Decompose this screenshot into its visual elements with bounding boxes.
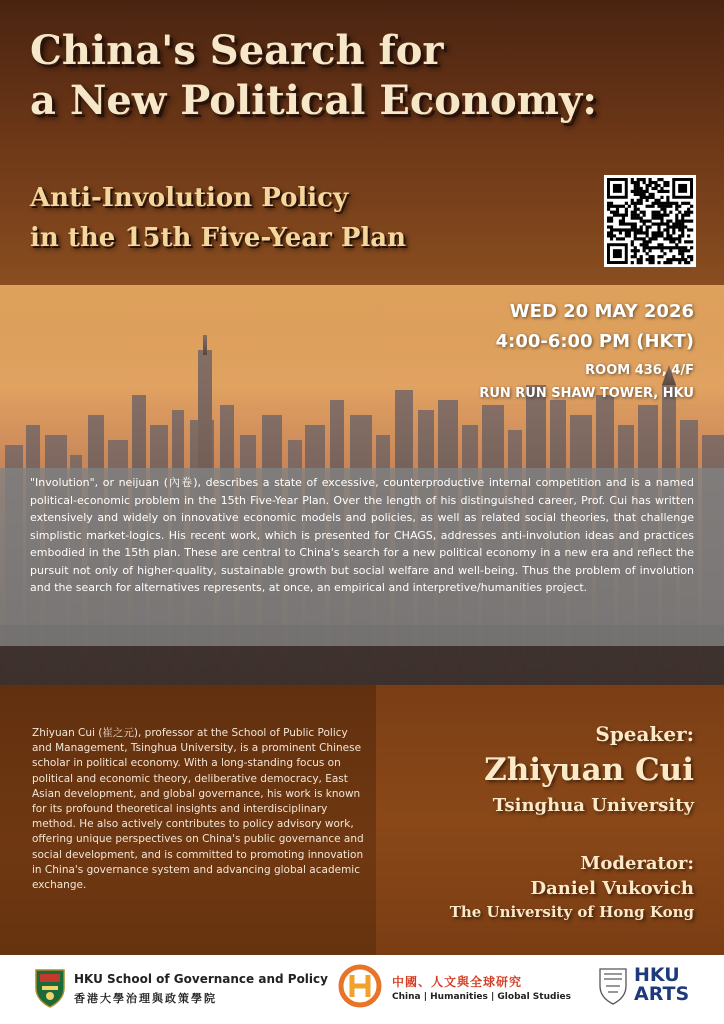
qr-code[interactable] <box>604 175 696 267</box>
chags-name-en: China | Humanities | Global Studies <box>392 992 571 1002</box>
event-venue: RUN RUN SHAW TOWER, HKU <box>479 386 694 401</box>
title-line-1: China's Search for <box>30 27 444 74</box>
chags-name-zh: 中國、人文與全球研究 <box>392 975 523 989</box>
speaker-label: Speaker: <box>595 722 694 746</box>
poster-subtitle <box>30 178 570 258</box>
hku-school-name-zh: 香港大學治理與政策學院 <box>74 992 217 1005</box>
speaker-info <box>394 720 694 820</box>
speaker-name: Zhiyuan Cui <box>484 752 694 788</box>
title-line-2: a New Political Economy: <box>30 77 597 124</box>
hku-crest-icon <box>34 968 66 1008</box>
qr-code-pattern <box>604 175 696 267</box>
event-time: 4:00-6:00 PM (HKT) <box>495 331 694 352</box>
speaker-bio: Zhiyuan Cui (崔之元), professor at the School of Public Policy and Management, Tsinghua University, is a prominent Chinese scholar in political economy. With a long-standing focus on political and economic theory, deliberative democracy, East Asian development, and global governance, his work is known for its profound theoretical insights and interdisciplinary method. He also actively contributes to policy advisory work, offering unique perspectives on China's public governance and social development, and is committed to promoting innovation in China's governance system and advancing global academic exchange. <box>32 727 364 892</box>
moderator-label: Moderator: <box>580 853 694 874</box>
hku-school-name-en: HKU School of Governance and Policy <box>74 972 328 986</box>
speaker-affiliation: Tsinghua University <box>492 795 694 816</box>
moderator-name: Daniel Vukovich <box>530 878 694 899</box>
subtitle-line-2: in the 15th Five-Year Plan <box>30 223 407 253</box>
event-room: ROOM 436, 4/F <box>585 363 694 378</box>
hku-arts-crest-icon <box>598 966 628 1006</box>
event-details <box>479 297 694 405</box>
abstract-text: "Involution", or neijuan (內卷), describes a state of excessive, counterproductive internal competition and is a named political-economic problem in the 15th Five-Year Plan. Over the length of his distinguished career, Prof. Cui has written extensively and widely on innovative economic models and policies, as well as related social theories, that challenge simplistic market-logics. His recent work, which is presented for CHAGS, addresses anti-involution ideas and practices embodied in the 15th plan. These are central to China's search for a new political economy in a new era and reflect the pursuit not only of higher-quality, sustainable growth but social welfare and well-being. Thus the problem of involution and the search for alternatives represents, at once, an empirical and interpretive/humanities project. <box>30 476 694 594</box>
hku-arts-wordmark <box>634 966 694 1004</box>
poster-title <box>30 26 670 126</box>
moderator-affiliation: The University of Hong Kong <box>449 903 694 921</box>
chags-logo-icon <box>338 963 382 1009</box>
moderator-info <box>374 852 694 923</box>
arts-line-2: ARTS <box>634 983 690 1005</box>
event-date: WED 20 MAY 2026 <box>509 301 694 322</box>
subtitle-line-1: Anti-Involution Policy <box>30 183 349 213</box>
arts-line-1: HKU <box>634 964 680 986</box>
